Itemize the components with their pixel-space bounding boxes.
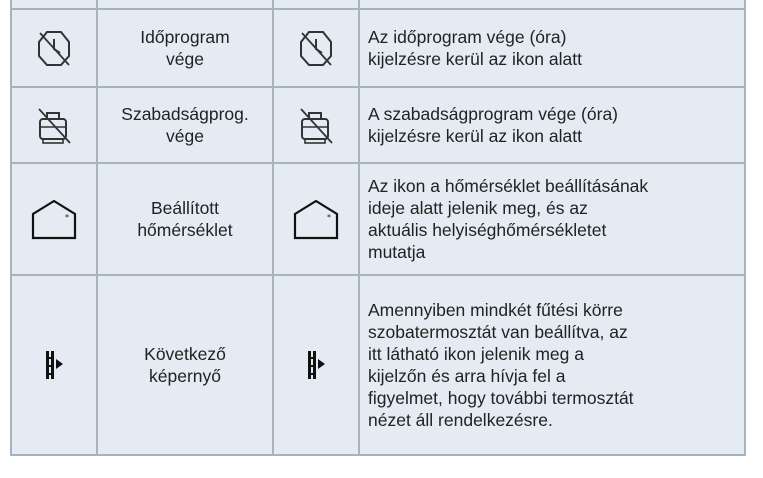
cell [97,0,273,9]
cell [273,0,359,9]
icon-table [10,0,746,456]
icon-description [359,275,745,455]
table-row [11,275,745,455]
icon-name [97,9,273,87]
no-suitcase-holiday-icon [35,105,73,145]
house-icon [30,198,78,240]
icon-name [97,87,273,163]
icon-description-text: Az időprogram vége (óra) kijelzésre kerül az ikon alatt [368,27,582,69]
icon-name-text: Szabadságprog. vége [121,104,249,146]
cell [359,0,745,9]
no-suitcase-holiday-icon [297,105,335,145]
icon-description-text: Amennyiben mindkét fűtési körre szobatermosztát van beállítva, az itt látható ikon jelenik meg a kijelzőn és arra hívja fel a figyelmet, hogy további termosztát nézet áll rendelkezésre. [368,300,634,430]
no-clock-program-icon [298,28,334,68]
svg-text:*: * [65,213,69,222]
table-row [11,87,745,163]
icon-cell [11,9,97,87]
table-row [11,163,745,275]
icon-cell [273,9,359,87]
icon-description [359,9,745,87]
icon-name-text: Következő képernyő [144,344,226,386]
cell [11,0,97,9]
svg-text:*: * [327,213,331,222]
table-row [11,9,745,87]
icon-description [359,87,745,163]
icon-cell [11,163,97,275]
icon-name-text: Beállított hőmérséklet [137,198,233,240]
next-screen-icon [43,349,65,381]
icon-name [97,163,273,275]
table-row-header-stub [11,0,745,9]
icon-cell [273,275,359,455]
icon-name-text: Időprogram vége [140,27,230,69]
icon-description-text: Az ikon a hőmérséklet beállításának ideje alatt jelenik meg, és az aktuális helyiséghőmérsékletet mutatja [368,176,649,262]
next-screen-icon [305,349,327,381]
icon-cell [11,275,97,455]
icon-cell [11,87,97,163]
house-icon [292,198,340,240]
icon-description [359,163,745,275]
icon-name [97,275,273,455]
icon-cell [273,163,359,275]
icon-description-text: A szabadságprogram vége (óra) kijelzésre kerül az ikon alatt [368,104,618,146]
icon-cell [273,87,359,163]
no-clock-program-icon [36,28,72,68]
